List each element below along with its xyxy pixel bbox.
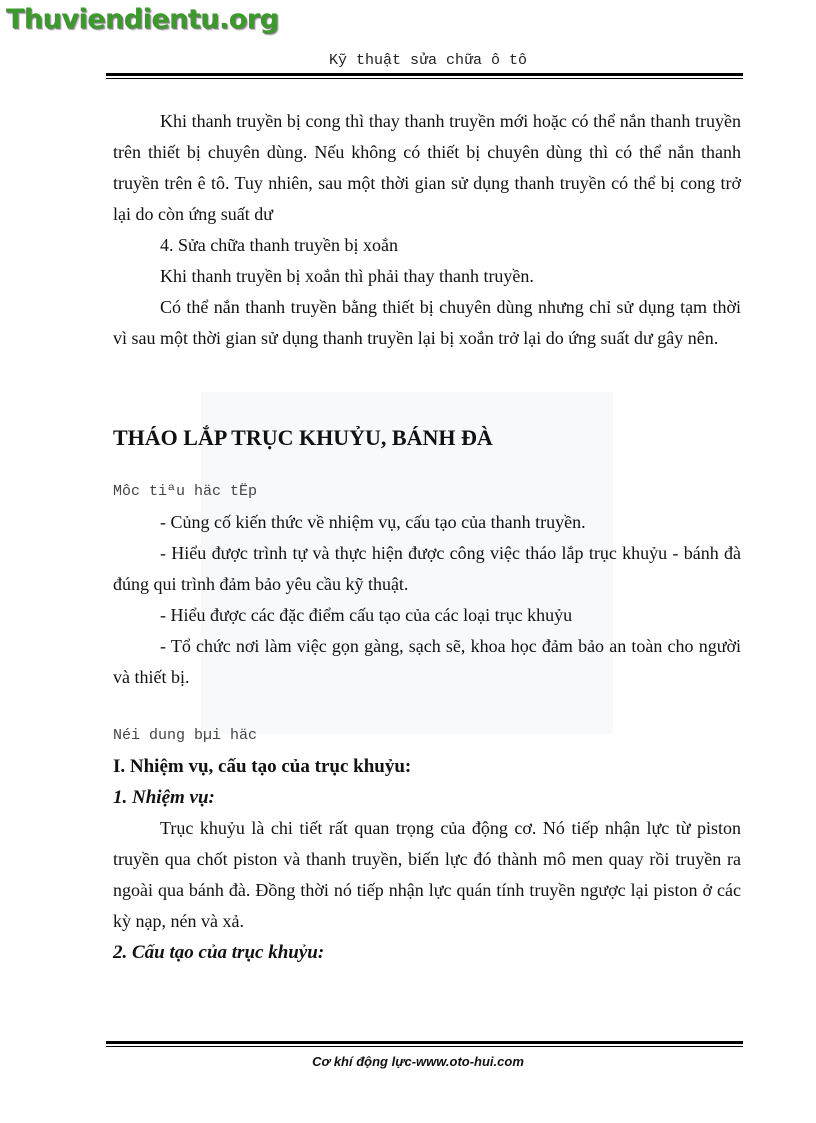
numbered-heading: 4. Sửa chữa thanh truyền bị xoắn [160, 235, 398, 255]
content-label: Néi dung bµi häc [113, 727, 258, 744]
objectives-label: Môc tiªu häc tËp [113, 483, 258, 500]
objective-item: - Củng cố kiến thức về nhiệm vụ, cấu tạo của thanh truyền. [160, 512, 586, 532]
paragraph: Trục khuỷu là chi tiết rất quan trọng của động cơ. Nó tiếp nhận lực từ piston truyền qua chốt piston và thanh truyền, biến lực đó thành mô men quay rồi truyền ra ngoài qua bánh đà. Đồng thời nó tiếp nhận lực quán tính truyền ngược lại piston ở các kỳ nạp, nén và xả. [113, 818, 741, 931]
site-logo: Thuviendientu.org [6, 4, 279, 35]
footer-rule [106, 1041, 743, 1047]
page-footer: Cơ khí động lực-www.oto-hui.com [312, 1054, 524, 1069]
paragraph: Khi thanh truyền bị xoắn thì phải thay thanh truyền. [160, 266, 534, 286]
header-rule [106, 73, 743, 79]
paragraph: Có thể nắn thanh truyền bằng thiết bị chuyên dùng nhưng chỉ sử dụng tạm thời vì sau một thời gian sử dụng thanh truyền lại bị xoắn trở lại do ứng suất dư gây nên. [113, 297, 741, 348]
section-heading: I. Nhiệm vụ, cấu tạo của trục khuỷu: [113, 756, 412, 777]
subsection-heading: 1. Nhiệm vụ: [113, 787, 215, 808]
objective-item: - Tổ chức nơi làm việc gọn gàng, sạch sẽ, khoa học đảm bảo an toàn cho người và thiết bị. [113, 636, 741, 687]
page-header-title: Kỹ thuật sửa chữa ô tô [328, 52, 528, 69]
paragraph: Khi thanh truyền bị cong thì thay thanh truyền mới hoặc có thể nắn thanh truyền trên thiết bị chuyên dùng. Nếu không có thiết bị chuyên dùng thì có thể nắn thanh truyền trên ê tô. Tuy nhiên, sau một thời gian sử dụng thanh truyền có thể bị cong trở lại do còn ứng suất dư [113, 111, 741, 224]
main-heading: THÁO LẮP TRỤC KHUỶU, BÁNH ĐÀ [113, 425, 493, 450]
objective-item: - Hiểu được trình tự và thực hiện được công việc tháo lắp trục khuỷu - bánh đà đúng qui trình đảm bảo yêu cầu kỹ thuật. [113, 543, 741, 594]
objective-item: - Hiểu được các đặc điểm cấu tạo của các loại trục khuỷu [160, 605, 573, 625]
subsection-heading: 2. Cấu tạo của trục khuỷu: [113, 942, 325, 963]
document-body [113, 106, 741, 968]
